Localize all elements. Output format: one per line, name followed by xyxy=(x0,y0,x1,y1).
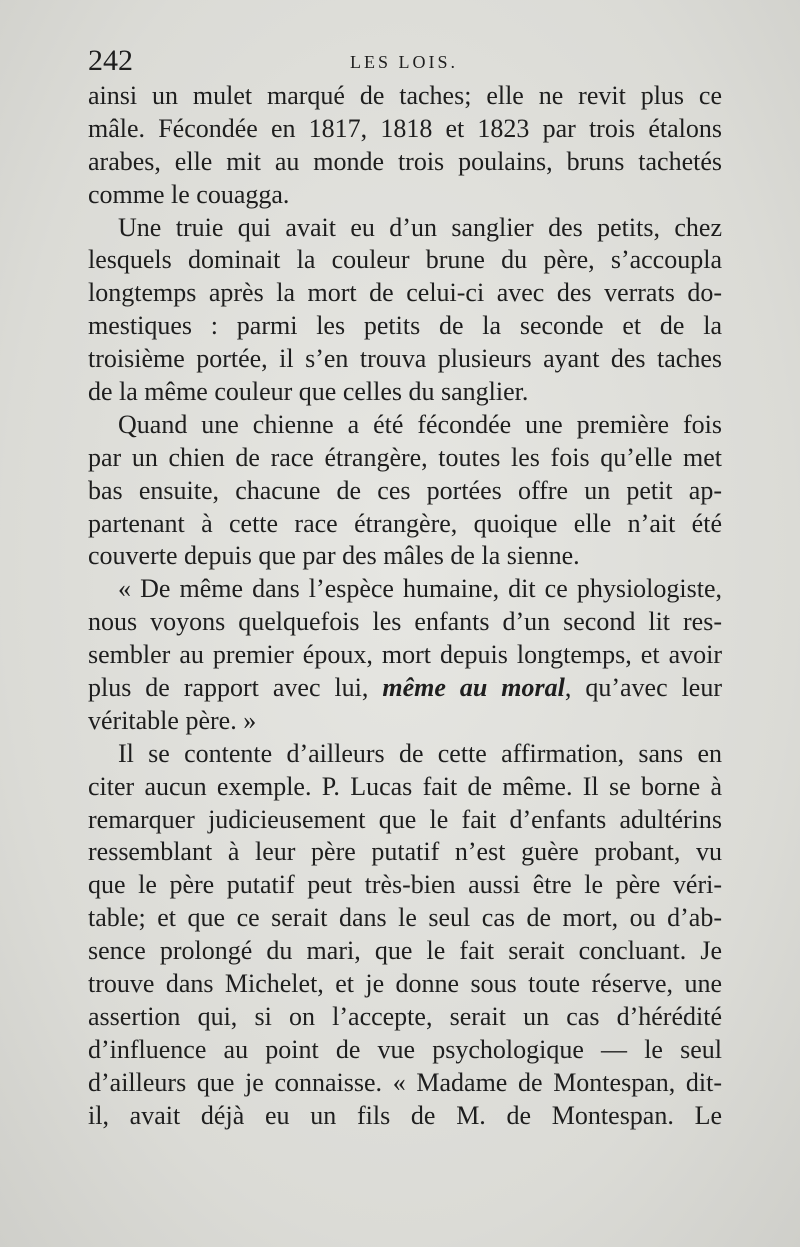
text-line: mestiques : parmi les petits de la seconde et de la xyxy=(88,311,722,341)
text-line: ressemblant à leur père putatif n’est guère probant, vu xyxy=(88,837,722,867)
text-segment: plus de rapport avec lui, xyxy=(88,673,383,703)
text-line: Quand une chienne a été fécondée une première fois xyxy=(118,409,722,439)
text-line: citer aucun exemple. P. Lucas fait de même. Il se borne à xyxy=(88,771,722,801)
text-line: troisième portée, il s’en trouva plusieurs ayant des taches xyxy=(88,344,722,374)
page-header xyxy=(88,44,720,80)
page-number: 242 xyxy=(88,44,133,77)
text-line: sence prolongé du mari, que le fait serait concluant. Je xyxy=(88,936,722,966)
running-head: LES LOIS. xyxy=(350,52,458,72)
text-line: « De même dans l’espèce humaine, dit ce physiologiste, xyxy=(118,574,722,604)
text-line: remarquer judicieusement que le fait d’enfants adultérins xyxy=(88,804,722,834)
text-line: ainsi un mulet marqué de taches; elle ne revit plus ce xyxy=(88,81,722,110)
text-line xyxy=(88,672,722,705)
text-segment: , qu’avec leur xyxy=(564,673,723,703)
text-line: longtemps après la mort de celui-ci avec des verrats do- xyxy=(88,278,722,308)
text-line: trouve dans Michelet, et je donne sous toute réserve, une xyxy=(88,969,722,999)
body-text xyxy=(88,80,722,1133)
italic-phrase: même au moral xyxy=(382,673,565,703)
text-line: table; et que ce serait dans le seul cas de mort, ou d’ab- xyxy=(88,903,722,933)
text-line: de la même couleur que celles du sanglier. xyxy=(88,377,529,407)
text-line: par un chien de race étrangère, toutes les fois qu’elle met xyxy=(88,442,722,472)
text-line: assertion qui, si on l’accepte, serait un cas d’hérédité xyxy=(88,1001,722,1031)
text-line: il, avait déjà eu un fils de M. de Montespan. Le xyxy=(88,1100,722,1130)
text-line: d’ailleurs que je connaisse. « Madame de Montespan, dit- xyxy=(88,1067,722,1097)
text-line: arabes, elle mit au monde trois poulains, bruns tachetés xyxy=(88,146,722,176)
text-line: sembler au premier époux, mort depuis longtemps, et avoir xyxy=(88,640,722,670)
text-line: lesquels dominait la couleur brune du père, s’accoupla xyxy=(88,245,722,275)
text-line: Il se contente d’ailleurs de cette affirmation, sans en xyxy=(118,738,722,768)
text-line: mâle. Fécondée en 1817, 1818 et 1823 par trois étalons xyxy=(88,113,722,143)
text-line: comme le couagga. xyxy=(88,179,290,209)
text-line: que le père putatif peut très-bien aussi être le père véri- xyxy=(88,870,722,900)
text-line: partenant à cette race étrangère, quoique elle n’ait été xyxy=(88,508,722,538)
text-line: nous voyons quelquefois les enfants d’un second lit res- xyxy=(88,607,722,637)
text-line: Une truie qui avait eu d’un sanglier des petits, chez xyxy=(118,212,722,242)
text-line: couverte depuis que par des mâles de la sienne. xyxy=(88,541,580,571)
text-line: bas ensuite, chacune de ces portées offre un petit ap- xyxy=(88,475,722,505)
text-line: d’influence au point de vue psychologique — le seul xyxy=(88,1034,722,1064)
text-line: véritable père. » xyxy=(88,705,257,735)
